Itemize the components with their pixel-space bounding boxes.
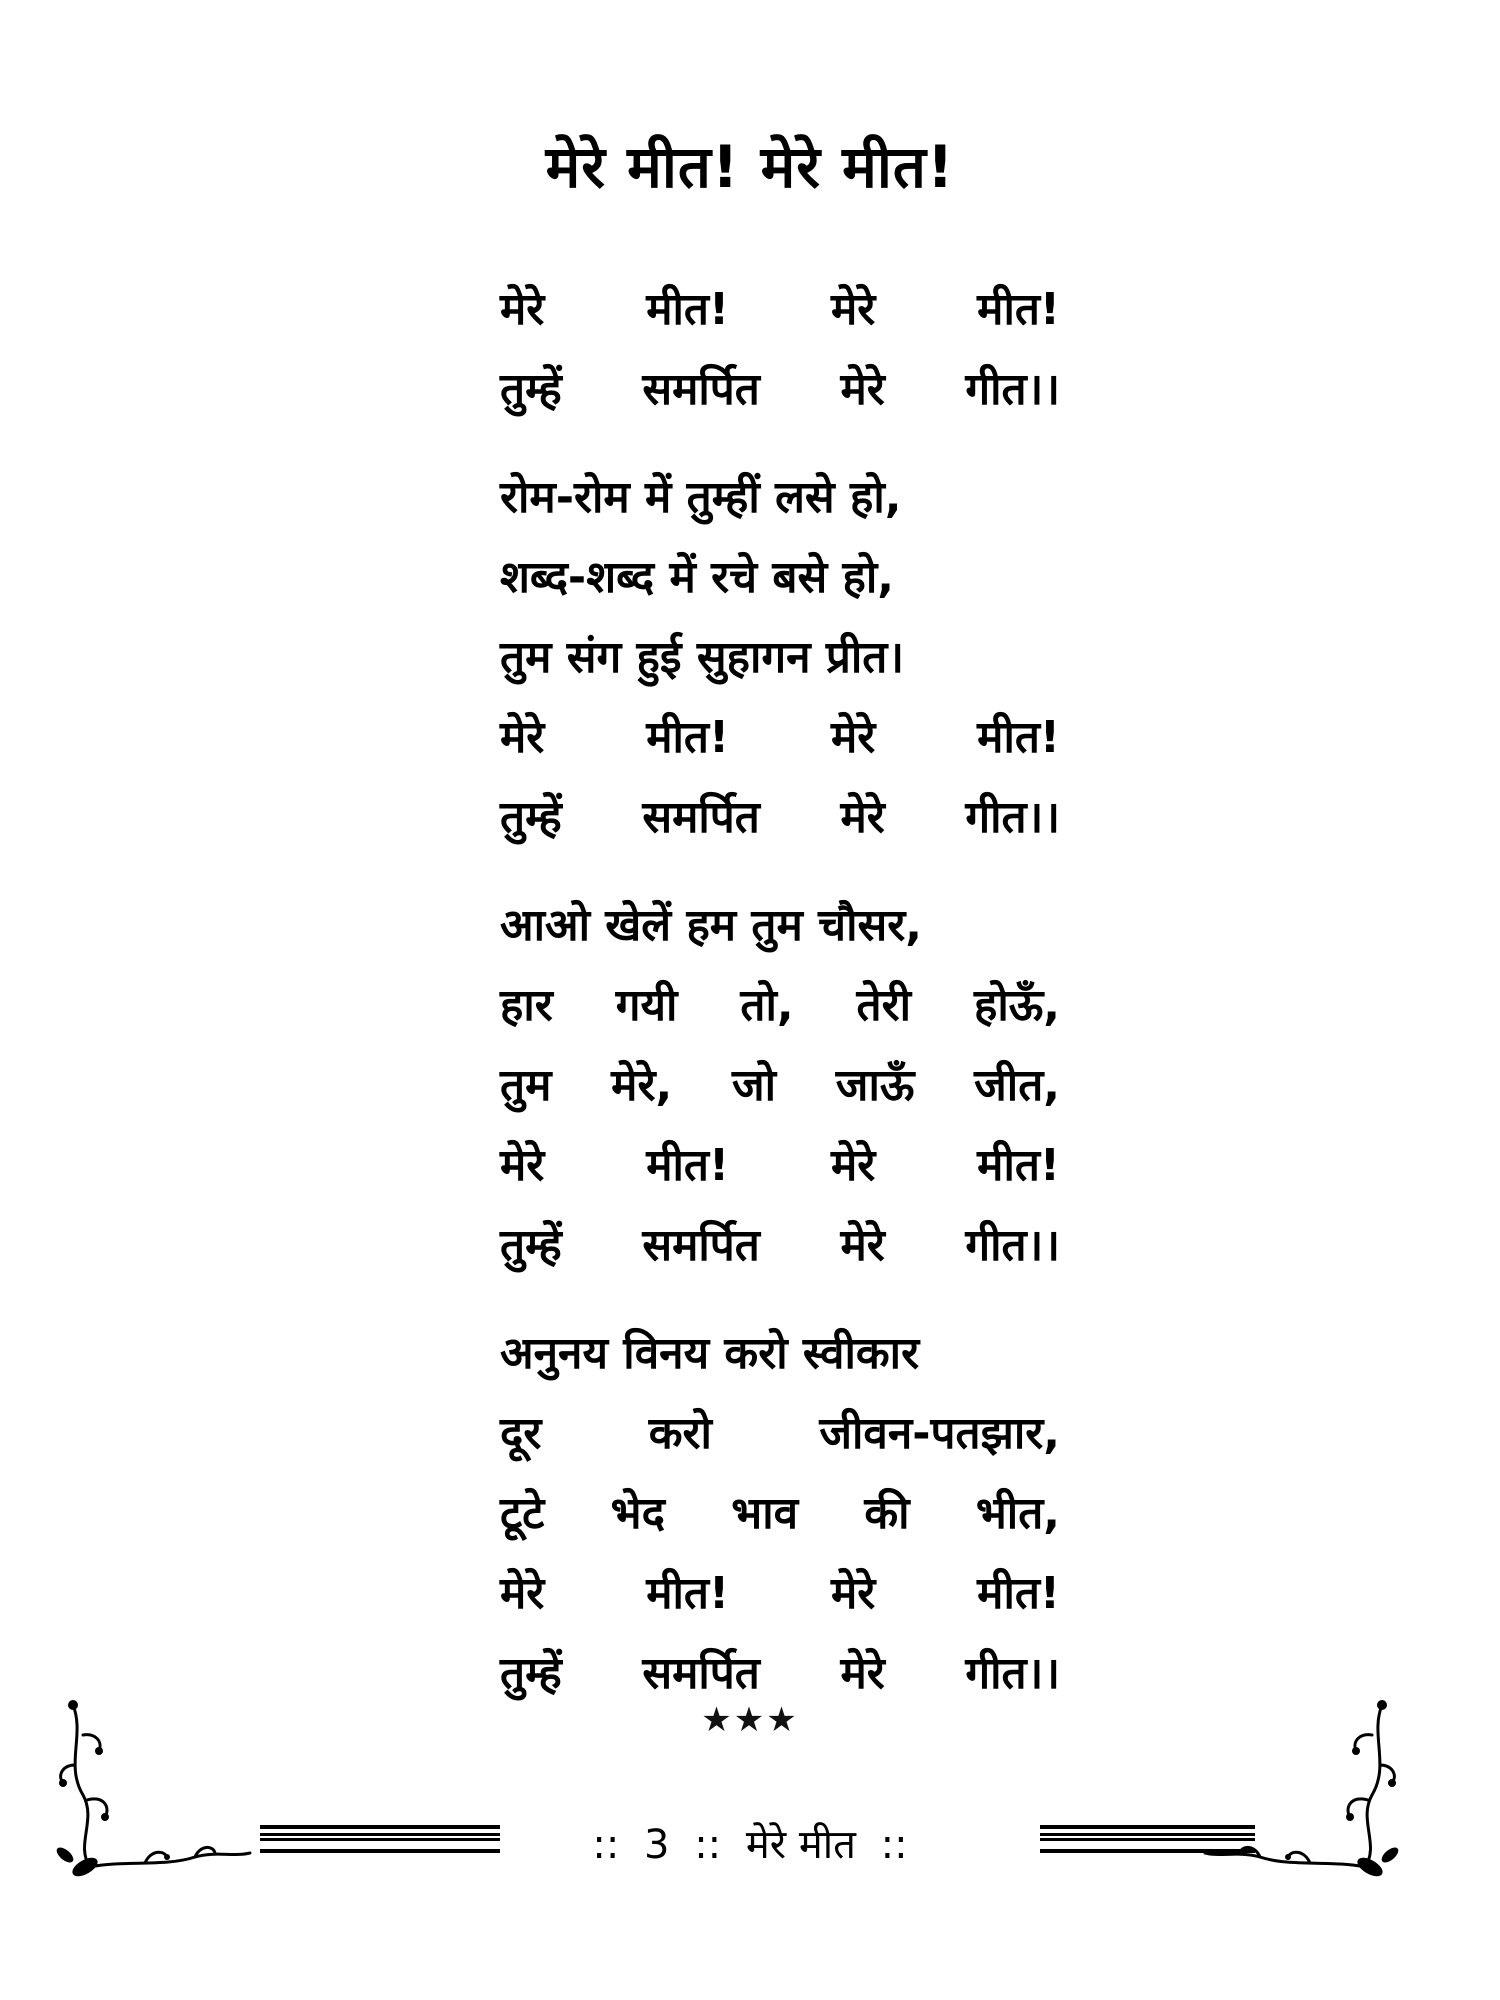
poem-title: मेरे मीत! मेरे मीत! bbox=[545, 133, 955, 201]
poem-line: तुम्हें समर्पित मेरे गीत।। bbox=[500, 1648, 1060, 1699]
poem-line: तुम्हें समर्पित मेरे गीत।। bbox=[500, 364, 1060, 415]
page-footer bbox=[0, 1815, 1500, 1870]
poem-body bbox=[500, 270, 1060, 1742]
poem-line: आओ खेलें हम तुम चौसर, bbox=[500, 900, 922, 951]
page-number: 3 bbox=[644, 1822, 670, 1868]
poem-line: टूटे भेद भाव की भीत, bbox=[500, 1488, 1060, 1539]
stanza-1 bbox=[500, 270, 1060, 430]
footer-marker: :: bbox=[592, 1822, 620, 1868]
poem-line: शब्द-शब्द में रचे बसे हो, bbox=[500, 552, 894, 603]
poem-line: मेरे मीत! मेरे मीत! bbox=[500, 1568, 1060, 1619]
footer-marker: :: bbox=[694, 1822, 722, 1868]
poem-line: रोम-रोम में तुम्हीं लसे हो, bbox=[500, 472, 902, 523]
poem-line: अनुनय विनय करो स्वीकार bbox=[500, 1328, 920, 1379]
book-title: मेरे मीत bbox=[745, 1822, 856, 1868]
poem-line: मेरे मीत! मेरे मीत! bbox=[500, 284, 1060, 335]
stanza-3 bbox=[500, 886, 1060, 1286]
section-separator: ★★★ bbox=[701, 1700, 799, 1740]
stanza-4 bbox=[500, 1314, 1060, 1714]
poem-line: तुम्हें समर्पित मेरे गीत।। bbox=[500, 792, 1060, 843]
poem-line: तुम संग हुई सुहागन प्रीत। bbox=[500, 632, 905, 683]
footer-marker: :: bbox=[880, 1822, 908, 1868]
poem-line: तुम्हें समर्पित मेरे गीत।। bbox=[500, 1220, 1060, 1271]
poem-line: हार गयी तो, तेरी होऊँ, bbox=[500, 980, 1060, 1031]
poem-line: मेरे मीत! मेरे मीत! bbox=[500, 1140, 1060, 1191]
poem-line: दूर करो जीवन-पतझार, bbox=[500, 1408, 1060, 1459]
poem-line: मेरे मीत! मेरे मीत! bbox=[500, 712, 1060, 763]
stanza-2 bbox=[500, 458, 1060, 858]
poem-line: तुम मेरे, जो जाऊँ जीत, bbox=[500, 1060, 1060, 1111]
